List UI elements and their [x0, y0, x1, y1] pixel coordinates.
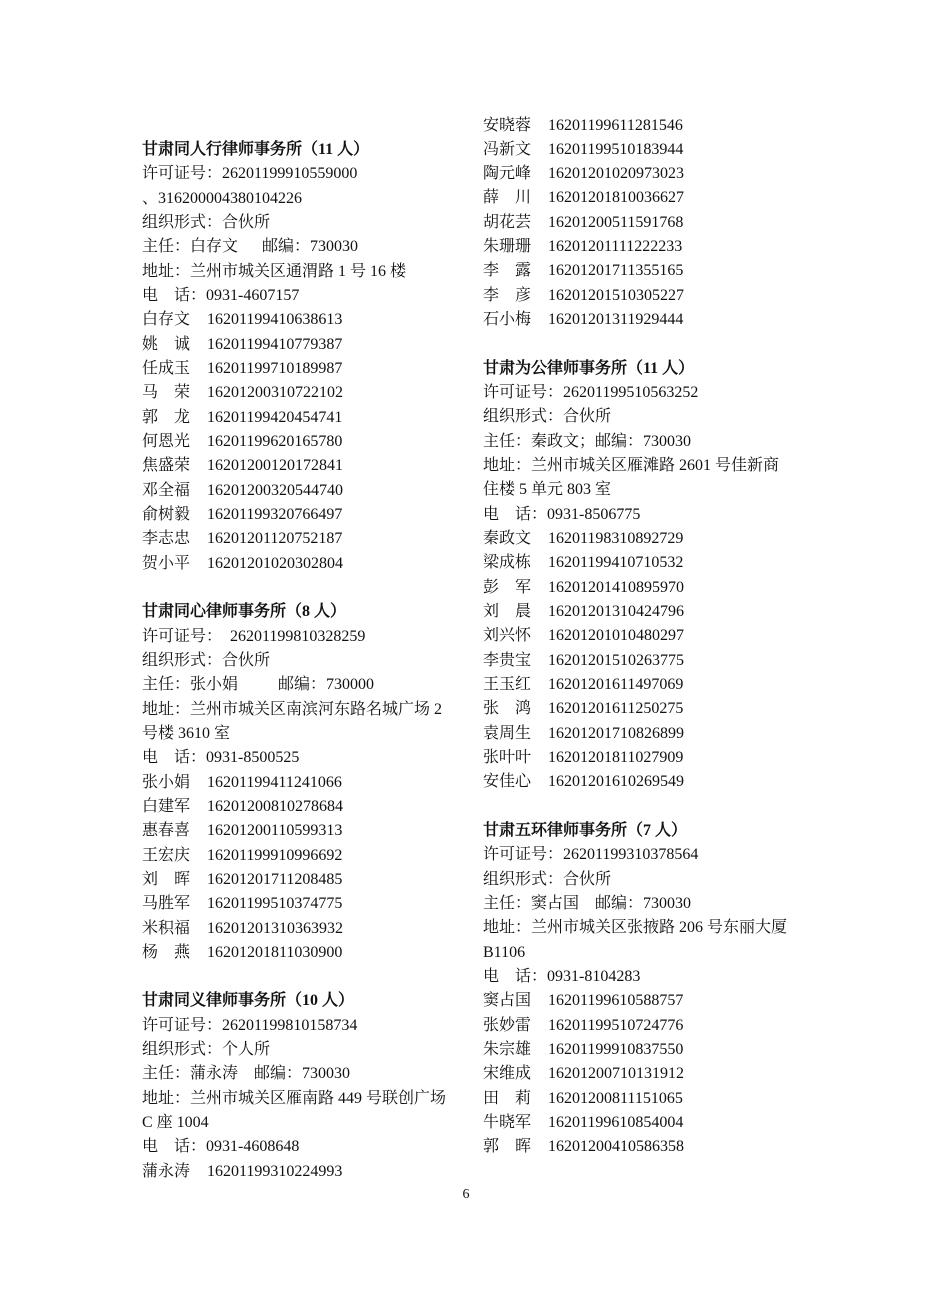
lawyer-license: 16201201811027909	[548, 749, 684, 767]
firm-info-line: 许可证号：26201199910559000	[142, 165, 358, 183]
firm-title: 甘肃五环律师事务所（7 人）	[483, 822, 688, 840]
lawyer-row	[483, 551, 813, 575]
lawyer-row	[142, 795, 472, 819]
firm-info-line: 电 话：0931-4607157	[142, 286, 300, 304]
lawyer-name: 秦政文	[483, 530, 532, 548]
lawyer-row	[483, 746, 813, 770]
firm-title: 甘肃同人行律师事务所（11 人）	[142, 141, 370, 158]
lawyer-license: 16201201020302804	[207, 554, 343, 572]
lawyer-license: 16201201810036627	[548, 189, 684, 207]
firm-info-line: 许可证号：26201199510563252	[483, 384, 699, 402]
lawyer-license: 16201201410895970	[548, 578, 684, 596]
firm-info-line: 许可证号： 26201199810328259	[142, 627, 366, 645]
lawyer-row	[142, 406, 472, 430]
lawyer-license: 16201199710189987	[207, 359, 343, 377]
lawyer-name: 郭 龙	[142, 408, 191, 426]
lawyer-row	[483, 576, 813, 600]
lawyer-name: 张叶叶	[483, 749, 532, 767]
lawyer-row	[483, 1111, 813, 1135]
lawyer-row	[142, 333, 472, 357]
lawyer-row	[142, 503, 472, 527]
lawyer-license: 16201199910996692	[207, 846, 343, 864]
lawyer-row	[483, 527, 813, 551]
blank-line	[483, 795, 813, 819]
lawyer-name: 米积福	[142, 919, 191, 937]
firm-section	[142, 138, 472, 576]
lawyer-name: 贺小平	[142, 554, 191, 572]
lawyer-name: 刘 晖	[142, 870, 191, 888]
lawyer-license: 16201199411241066	[207, 773, 342, 791]
lawyer-row	[483, 1135, 813, 1159]
lawyer-name: 郭 晖	[483, 1138, 532, 1156]
lawyer-name: 姚 诚	[142, 335, 191, 353]
lawyer-name: 李志忠	[142, 530, 191, 548]
lawyer-row	[483, 162, 813, 186]
lawyer-name: 张 鸿	[483, 700, 532, 718]
lawyer-row	[142, 917, 472, 941]
lawyer-license: 16201201610269549	[548, 773, 684, 791]
firm-info-line: 组织形式：合伙所	[142, 651, 271, 669]
lawyer-license: 16201199510183944	[548, 140, 684, 158]
firm-info-line: 组织形式：合伙所	[483, 870, 612, 888]
lawyer-license: 16201201120752187	[207, 530, 343, 548]
lawyer-name: 俞树毅	[142, 505, 191, 523]
lawyer-license: 16201201711208485	[207, 870, 343, 888]
lawyer-row	[483, 624, 813, 648]
lawyer-license: 16201199410779387	[207, 335, 343, 353]
lawyer-row	[483, 649, 813, 673]
firm-info-line: 电 话：0931-4608648	[142, 1138, 300, 1156]
firm-info-line: 组织形式：个人所	[142, 1041, 271, 1059]
firm-info-line: 许可证号：26201199310378564	[483, 846, 699, 864]
firm-info-line: 住楼 5 单元 803 室	[483, 481, 612, 499]
firm-section	[142, 965, 472, 1184]
firm-section	[142, 576, 472, 965]
lawyer-name: 焦盛荣	[142, 457, 191, 475]
lawyer-row	[483, 697, 813, 721]
firm-info-line: 主任：张小娟 邮编：730000	[142, 676, 375, 694]
lawyer-row	[142, 552, 472, 576]
lawyer-name: 张妙雷	[483, 1016, 532, 1034]
lawyer-row	[142, 1160, 472, 1184]
lawyer-name: 袁周生	[483, 724, 532, 742]
firm-info-line: 地址：兰州市城关区雁南路 449 号联创广场	[142, 1089, 447, 1107]
firm-info-line: 电 话：0931-8104283	[483, 967, 641, 985]
lawyer-name: 马胜军	[142, 895, 191, 913]
lawyer-row	[142, 892, 472, 916]
lawyer-name: 安佳心	[483, 773, 532, 791]
page-number: 6	[462, 1187, 470, 1202]
lawyer-license: 16201200120172841	[207, 457, 343, 475]
lawyer-row	[142, 941, 472, 965]
lawyer-name: 张小娟	[142, 773, 191, 791]
lawyer-name: 白建军	[142, 797, 191, 815]
firm-title: 甘肃为公律师事务所（11 人）	[483, 359, 695, 377]
lawyer-name: 石小梅	[483, 311, 532, 329]
lawyer-row	[483, 211, 813, 235]
lawyer-license: 16201201811030900	[207, 943, 343, 961]
lawyer-license: 16201201311929444	[548, 311, 684, 329]
lawyer-name: 王玉红	[483, 676, 532, 694]
lawyer-row	[142, 308, 472, 332]
lawyer-row	[483, 138, 813, 162]
firm-section	[483, 795, 813, 1160]
lawyer-row	[483, 1038, 813, 1062]
lawyer-license: 16201201310363932	[207, 919, 343, 937]
firm-info-line: 、316200004380104226	[142, 189, 303, 207]
lawyer-license: 16201199620165780	[207, 432, 343, 450]
lawyer-license: 16201200410586358	[548, 1138, 684, 1156]
lawyer-license: 16201199310224993	[207, 1162, 343, 1180]
firm-info-line: 主任：白存文 邮编：730030	[142, 238, 359, 256]
lawyer-name: 李 彦	[483, 286, 532, 304]
lawyer-row	[142, 844, 472, 868]
lawyer-row	[483, 308, 813, 332]
lawyer-license: 16201199611281546	[548, 116, 683, 134]
firm-info-line: 地址：兰州市城关区张掖路 206 号东丽大厦	[483, 919, 788, 937]
lawyer-license: 16201199420454741	[207, 408, 343, 426]
lawyer-row	[483, 1087, 813, 1111]
lawyer-license: 16201200811151065	[548, 1089, 683, 1107]
lawyer-name: 陶元峰	[483, 165, 532, 183]
lawyer-name: 杨 燕	[142, 943, 191, 961]
lawyer-row	[483, 1062, 813, 1086]
lawyer-name: 梁成栋	[483, 554, 532, 572]
firm-info-line: C 座 1004	[142, 1114, 209, 1132]
lawyer-row	[483, 186, 813, 210]
firm-info-line: 组织形式：合伙所	[483, 408, 612, 426]
lawyer-license: 16201200310722102	[207, 384, 343, 402]
lawyer-license: 16201201020973023	[548, 165, 684, 183]
lawyer-row	[142, 357, 472, 381]
lawyer-name: 刘 晨	[483, 603, 532, 621]
firm-info-line: B1106	[483, 943, 526, 961]
lawyer-name: 李贵宝	[483, 651, 532, 669]
firm-info-line: 许可证号：26201199810158734	[142, 1016, 358, 1034]
lawyer-row	[142, 868, 472, 892]
lawyer-license: 16201201611250275	[548, 700, 684, 718]
firm-section	[483, 114, 813, 333]
lawyer-license: 16201199320766497	[207, 505, 343, 523]
lawyer-license: 16201199510374775	[207, 895, 343, 913]
lawyer-name: 胡花芸	[483, 213, 532, 231]
blank-line	[142, 576, 472, 600]
lawyer-row	[483, 989, 813, 1013]
firm-title: 甘肃同义律师事务所（10 人）	[142, 992, 355, 1010]
lawyer-license: 16201199410710532	[548, 554, 684, 572]
lawyer-name: 牛晓军	[483, 1113, 532, 1131]
lawyer-name: 马 荣	[142, 384, 191, 402]
left-column	[142, 138, 472, 1184]
lawyer-name: 薛 川	[483, 189, 532, 207]
lawyer-name: 刘兴怀	[483, 627, 532, 645]
lawyer-license: 16201201710826899	[548, 724, 684, 742]
firm-info-line: 电 话：0931-8500525	[142, 749, 300, 767]
firm-info-line: 主任：蒲永涛 邮编：730030	[142, 1065, 351, 1083]
lawyer-license: 16201199910837550	[548, 1040, 684, 1058]
lawyer-row	[142, 479, 472, 503]
lawyer-row	[483, 770, 813, 794]
lawyer-license: 16201201310424796	[548, 603, 684, 621]
lawyer-license: 16201200710131912	[548, 1065, 684, 1083]
lawyer-row	[483, 673, 813, 697]
lawyer-name: 朱宗雄	[483, 1040, 532, 1058]
lawyer-license: 16201199410638613	[207, 311, 343, 329]
lawyer-name: 任成玉	[142, 359, 191, 377]
right-column	[483, 114, 813, 1160]
firm-info-line: 地址：兰州市城关区通渭路 1 号 16 楼	[142, 262, 407, 280]
lawyer-row	[142, 771, 472, 795]
lawyer-row	[483, 722, 813, 746]
lawyer-row	[142, 527, 472, 551]
lawyer-name: 窦占国	[483, 992, 532, 1010]
firm-info-line: 地址：兰州市城关区雁滩路 2601 号佳新商	[483, 457, 780, 475]
blank-line	[142, 965, 472, 989]
lawyer-license: 16201201711355165	[548, 262, 684, 280]
lawyer-row	[483, 284, 813, 308]
lawyer-name: 安晓蓉	[483, 116, 532, 134]
lawyer-license: 16201201010480297	[548, 627, 684, 645]
lawyer-name: 白存文	[142, 311, 191, 329]
lawyer-license: 16201199510724776	[548, 1016, 684, 1034]
lawyer-license: 16201201611497069	[548, 676, 684, 694]
firm-info-line: 主任：窦占国 邮编：730030	[483, 895, 692, 912]
lawyer-license: 16201201111222233	[548, 238, 683, 256]
lawyer-name: 何恩光	[142, 432, 191, 450]
lawyer-name: 惠春喜	[142, 822, 191, 840]
lawyer-row	[483, 114, 813, 138]
lawyer-name: 王宏庆	[142, 846, 191, 864]
lawyer-name: 朱珊珊	[483, 238, 532, 256]
lawyer-row	[483, 235, 813, 259]
firm-section	[483, 332, 813, 794]
firm-info-line: 电 话：0931-8506775	[483, 505, 641, 523]
lawyer-row	[483, 259, 813, 283]
lawyer-name: 李 露	[483, 262, 532, 280]
lawyer-license: 16201199610588757	[548, 992, 684, 1010]
lawyer-license: 16201200511591768	[548, 213, 684, 231]
firm-info-line: 主任：秦政文；邮编：730030	[483, 432, 692, 450]
lawyer-name: 冯新文	[483, 140, 532, 158]
lawyer-name: 蒲永涛	[142, 1162, 191, 1180]
blank-line	[483, 332, 813, 356]
lawyer-license: 16201199610854004	[548, 1113, 684, 1131]
lawyer-license: 16201200110599313	[207, 822, 343, 840]
lawyer-row	[483, 600, 813, 624]
firm-info-line: 组织形式：合伙所	[142, 213, 271, 231]
lawyer-license: 16201201510263775	[548, 651, 684, 669]
lawyer-license: 16201198310892729	[548, 530, 684, 548]
lawyer-name: 彭 军	[483, 578, 532, 596]
lawyer-row	[142, 819, 472, 843]
lawyer-name: 宋维成	[483, 1065, 532, 1083]
lawyer-name: 田 莉	[483, 1089, 532, 1107]
lawyer-row	[142, 381, 472, 405]
lawyer-name: 邓全福	[142, 481, 191, 499]
lawyer-row	[142, 454, 472, 478]
firm-title: 甘肃同心律师事务所（8 人）	[142, 603, 347, 621]
lawyer-license: 16201200810278684	[207, 797, 343, 815]
lawyer-license: 16201201510305227	[548, 286, 684, 304]
lawyer-license: 16201200320544740	[207, 481, 343, 499]
lawyer-row	[483, 1014, 813, 1038]
firm-info-line: 号楼 3610 室	[142, 724, 231, 742]
firm-info-line: 地址：兰州市城关区南滨河东路名城广场 2	[142, 700, 443, 718]
lawyer-row	[142, 430, 472, 454]
